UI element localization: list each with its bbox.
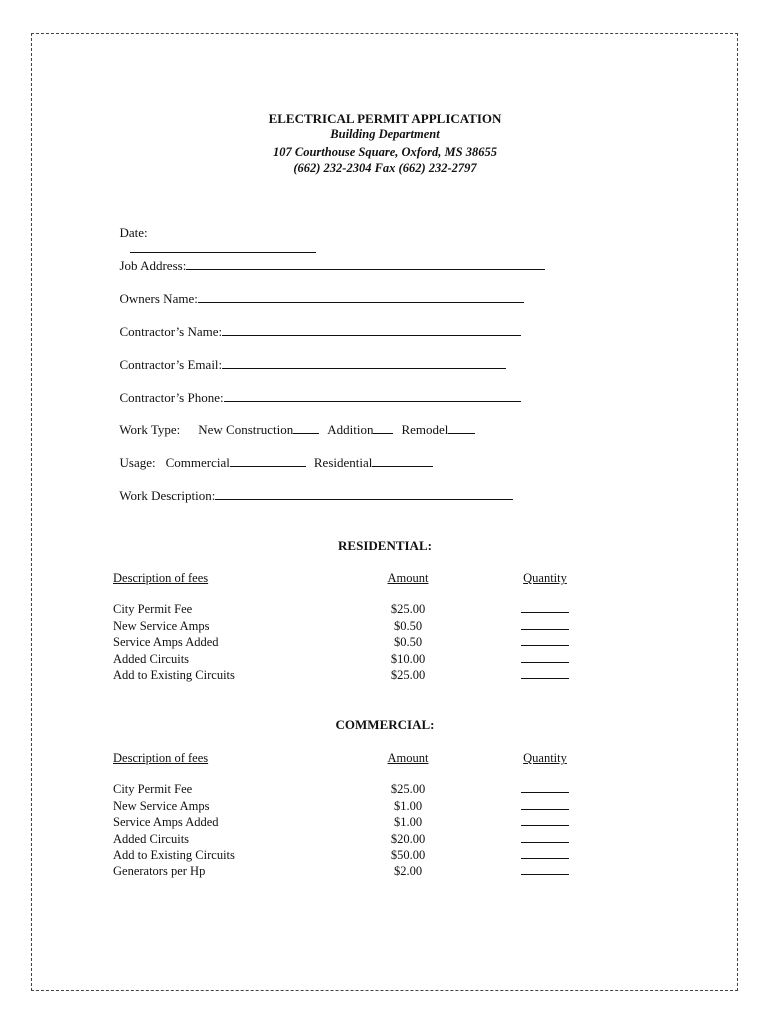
amount-cell: $10.00 (390, 651, 426, 666)
work-type-addition-label: Addition (327, 422, 374, 437)
residential-quantity-header: Quantity (523, 571, 567, 585)
usage-label: Usage: (119, 455, 156, 470)
job-address-field (113, 242, 545, 274)
residential-description-header: Description of fees (113, 571, 209, 585)
quantity-input[interactable] (521, 652, 569, 663)
contractor-name-field (113, 308, 521, 340)
table-row: Added Circuits (113, 831, 190, 846)
table-row: City Permit Fee (113, 782, 193, 797)
department-phone-fax: (662) 232-2304 Fax (662) 232-2797 (293, 161, 477, 175)
quantity-input[interactable] (521, 668, 569, 679)
usage-residential-input[interactable] (372, 455, 433, 467)
contractor-name-label: Contractor’s Name: (119, 324, 223, 339)
commercial-description-column (113, 750, 235, 880)
amount-cell: $20.00 (390, 831, 426, 846)
quantity-input[interactable] (521, 799, 569, 810)
usage-field (113, 439, 433, 471)
amount-cell: $1.00 (393, 815, 423, 830)
work-description-field (113, 472, 513, 504)
commercial-quantity-column (518, 750, 572, 880)
date-label: Date: (119, 225, 148, 240)
quantity-input[interactable] (521, 864, 569, 875)
residential-amount-header: Amount (387, 571, 429, 585)
quantity-input[interactable] (521, 635, 569, 646)
table-row: Add to Existing Circuits (113, 847, 235, 862)
work-description-label: Work Description: (119, 488, 216, 503)
contractor-phone-label: Contractor’s Phone: (119, 390, 224, 405)
residential-amount-column (374, 570, 442, 683)
amount-cell: $0.50 (393, 618, 423, 633)
quantity-input[interactable] (521, 619, 569, 630)
quantity-input[interactable] (521, 832, 569, 843)
job-address-label: Job Address: (119, 258, 187, 273)
work-type-addition-input[interactable] (373, 422, 393, 434)
amount-cell: $25.00 (390, 602, 426, 617)
residential-quantity-column (518, 570, 572, 683)
commercial-amount-header: Amount (387, 751, 429, 765)
work-type-label: Work Type: (119, 422, 181, 437)
quantity-input[interactable] (521, 782, 569, 793)
residential-description-column (113, 570, 235, 683)
work-type-new-label: New Construction (198, 422, 294, 437)
table-row: New Service Amps (113, 618, 210, 633)
work-type-new-input[interactable] (293, 422, 319, 434)
owners-name-input[interactable] (198, 291, 524, 303)
usage-residential-label: Residential (313, 455, 373, 470)
table-row: Service Amps Added (113, 635, 219, 650)
commercial-title: COMMERCIAL: (335, 717, 435, 732)
table-row: Add to Existing Circuits (113, 667, 235, 682)
table-row: City Permit Fee (113, 602, 193, 617)
contractor-name-input[interactable] (222, 324, 521, 336)
table-row: Generators per Hp (113, 864, 206, 879)
commercial-description-header: Description of fees (113, 751, 209, 765)
table-row: New Service Amps (113, 798, 210, 813)
amount-cell: $50.00 (390, 847, 426, 862)
contractor-email-label: Contractor’s Email: (119, 357, 223, 372)
quantity-input[interactable] (521, 602, 569, 613)
amount-cell: $0.50 (393, 635, 423, 650)
work-type-remodel-input[interactable] (448, 422, 475, 434)
usage-commercial-input[interactable] (230, 455, 306, 467)
quantity-input[interactable] (521, 815, 569, 826)
table-row: Service Amps Added (113, 815, 219, 830)
work-description-input[interactable] (215, 488, 513, 500)
work-type-field (113, 406, 475, 438)
contractor-email-input[interactable] (222, 357, 506, 369)
contractor-email-field (113, 341, 506, 373)
owners-name-label: Owners Name: (119, 291, 198, 306)
form-title: ELECTRICAL PERMIT APPLICATION (268, 111, 502, 126)
amount-cell: $25.00 (390, 667, 426, 682)
department-name: Building Department (330, 127, 440, 141)
commercial-quantity-header: Quantity (523, 751, 567, 765)
commercial-amount-column (374, 750, 442, 880)
quantity-input[interactable] (521, 848, 569, 859)
contractor-phone-field (113, 374, 521, 406)
owners-name-field (113, 275, 524, 307)
usage-commercial-label: Commercial (165, 455, 230, 470)
amount-cell: $1.00 (393, 798, 423, 813)
work-type-remodel-label: Remodel (401, 422, 449, 437)
residential-title: RESIDENTIAL: (338, 538, 432, 553)
job-address-input[interactable] (186, 258, 545, 270)
contractor-phone-input[interactable] (224, 390, 521, 402)
amount-cell: $2.00 (393, 864, 423, 879)
department-address: 107 Courthouse Square, Oxford, MS 38655 (272, 145, 497, 159)
amount-cell: $25.00 (390, 782, 426, 797)
table-row: Added Circuits (113, 651, 190, 666)
